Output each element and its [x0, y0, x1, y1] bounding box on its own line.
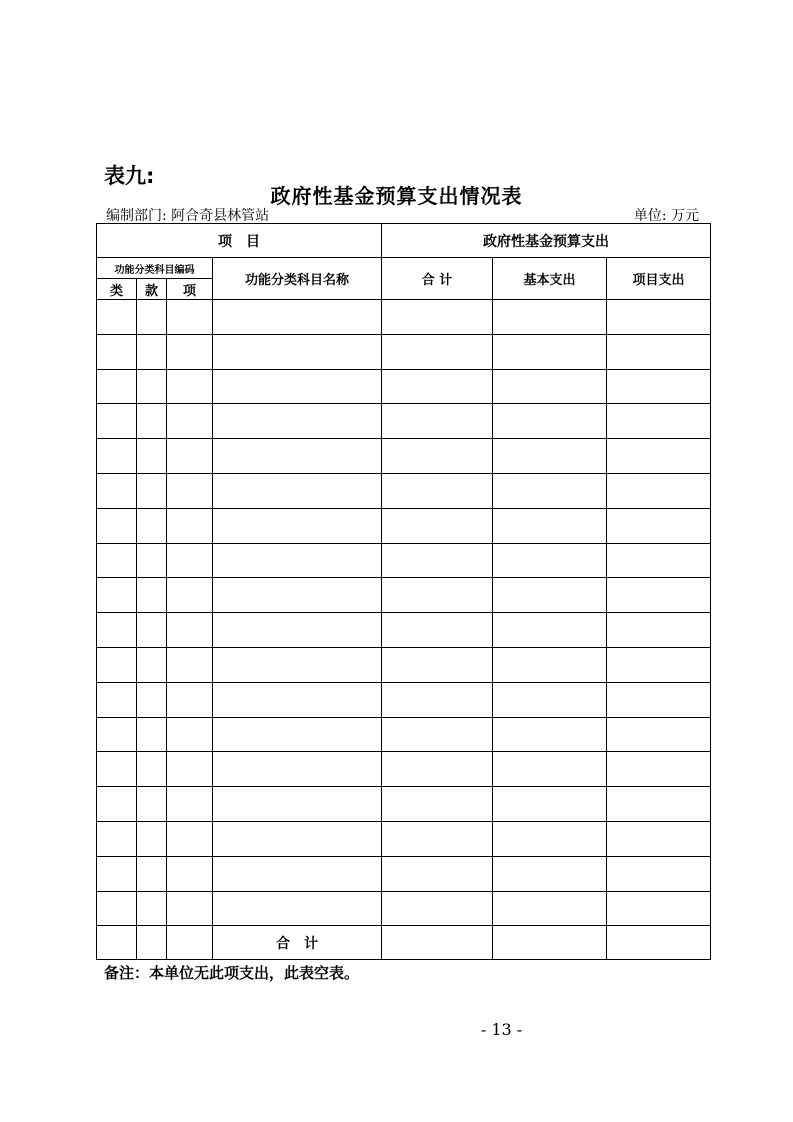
table-cell — [137, 891, 167, 926]
table-row — [97, 439, 711, 474]
table-cell — [137, 647, 167, 682]
page-number: - 13 - — [480, 1020, 523, 1039]
table-row — [97, 613, 711, 648]
table-cell — [607, 717, 711, 752]
table-cell — [382, 578, 493, 613]
department-label: 编制部门: 阿合奇县林管站 — [106, 208, 270, 224]
document-title: 政府性基金预算支出情况表 — [270, 184, 523, 208]
table-cell — [382, 300, 493, 335]
table-cell — [137, 787, 167, 822]
table-cell — [213, 613, 382, 648]
table-cell — [493, 682, 607, 717]
table-cell — [167, 787, 213, 822]
table-cell — [137, 613, 167, 648]
total-label: 合 计 — [213, 926, 382, 960]
table-cell — [137, 439, 167, 474]
table-cell — [97, 300, 137, 335]
table-cell — [167, 404, 213, 439]
table-cell — [167, 647, 213, 682]
table-cell — [137, 404, 167, 439]
table-cell — [493, 439, 607, 474]
table-cell — [213, 508, 382, 543]
header-function-name: 功能分类科目名称 — [213, 258, 382, 300]
table-row — [97, 856, 711, 891]
table-cell — [382, 334, 493, 369]
table-cell — [493, 787, 607, 822]
table-cell — [493, 926, 607, 960]
table-cell — [167, 613, 213, 648]
table-cell — [607, 752, 711, 787]
table-cell — [607, 334, 711, 369]
table-row — [97, 473, 711, 508]
table-cell — [493, 543, 607, 578]
table-cell — [213, 543, 382, 578]
table-cell — [97, 508, 137, 543]
table-cell — [493, 473, 607, 508]
table-cell — [493, 891, 607, 926]
table-cell — [167, 752, 213, 787]
table-cell — [213, 682, 382, 717]
table-cell — [607, 439, 711, 474]
table-cell — [382, 508, 493, 543]
table-cell — [607, 300, 711, 335]
table-cell — [213, 404, 382, 439]
table-cell — [167, 578, 213, 613]
table-cell — [97, 891, 137, 926]
table-cell — [167, 717, 213, 752]
table-cell — [493, 821, 607, 856]
table-cell — [382, 926, 493, 960]
table-cell — [167, 508, 213, 543]
table-cell — [607, 473, 711, 508]
header-section: 款 — [137, 279, 167, 300]
table-cell — [167, 821, 213, 856]
table-cell — [607, 543, 711, 578]
table-cell — [167, 473, 213, 508]
table-cell — [213, 821, 382, 856]
table-cell — [137, 473, 167, 508]
table-cell — [607, 682, 711, 717]
table-cell — [493, 508, 607, 543]
table-cell — [137, 543, 167, 578]
table-cell — [213, 891, 382, 926]
table-cell — [493, 369, 607, 404]
table-cell — [97, 369, 137, 404]
table-cell — [493, 334, 607, 369]
table-cell — [382, 856, 493, 891]
table-cell — [493, 578, 607, 613]
table-cell — [97, 473, 137, 508]
table-row — [97, 334, 711, 369]
budget-table — [96, 223, 711, 960]
header-item: 项 目 — [97, 224, 382, 258]
table-cell — [607, 821, 711, 856]
table-cell — [167, 543, 213, 578]
table-cell — [137, 926, 167, 960]
table-cell — [213, 334, 382, 369]
table-cell — [607, 508, 711, 543]
table-cell — [97, 821, 137, 856]
table-row — [97, 369, 711, 404]
table-cell — [167, 926, 213, 960]
table-cell — [607, 404, 711, 439]
table-cell — [493, 717, 607, 752]
table-cell — [213, 300, 382, 335]
header-class: 类 — [97, 279, 137, 300]
header-item-code: 项 — [167, 279, 213, 300]
header-function-code: 功能分类科目编码 — [97, 258, 213, 279]
table-cell — [382, 752, 493, 787]
table-cell — [382, 647, 493, 682]
table-cell — [97, 404, 137, 439]
table-cell — [607, 856, 711, 891]
table-cell — [137, 856, 167, 891]
table-cell — [167, 682, 213, 717]
table-cell — [493, 647, 607, 682]
table-row — [97, 543, 711, 578]
table-cell — [493, 856, 607, 891]
header-fund-expenditure: 政府性基金预算支出 — [382, 224, 711, 258]
table-cell — [213, 647, 382, 682]
table-cell — [607, 787, 711, 822]
table-cell — [137, 717, 167, 752]
table-cell — [97, 613, 137, 648]
table-cell — [167, 369, 213, 404]
table-number-label: 表九: — [104, 164, 155, 188]
table-cell — [167, 891, 213, 926]
table-cell — [607, 613, 711, 648]
table-cell — [97, 334, 137, 369]
table-cell — [213, 717, 382, 752]
table-cell — [137, 578, 167, 613]
table-cell — [493, 752, 607, 787]
table-cell — [167, 300, 213, 335]
table-cell — [167, 334, 213, 369]
table-cell — [97, 926, 137, 960]
table-row — [97, 578, 711, 613]
header-basic-expenditure: 基本支出 — [493, 258, 607, 300]
table-cell — [97, 578, 137, 613]
table-cell — [97, 439, 137, 474]
table-cell — [382, 682, 493, 717]
header-total: 合 计 — [382, 258, 493, 300]
table-row — [97, 647, 711, 682]
table-cell — [213, 439, 382, 474]
table-row — [97, 787, 711, 822]
table-cell — [607, 578, 711, 613]
table-cell — [382, 717, 493, 752]
table-cell — [213, 473, 382, 508]
table-cell — [213, 369, 382, 404]
table-cell — [137, 682, 167, 717]
table-cell — [382, 473, 493, 508]
table-cell — [382, 369, 493, 404]
unit-label: 单位: 万元 — [633, 208, 699, 224]
table-cell — [137, 821, 167, 856]
table-cell — [97, 543, 137, 578]
table-cell — [97, 752, 137, 787]
table-row — [97, 508, 711, 543]
table-cell — [97, 717, 137, 752]
table-cell — [382, 821, 493, 856]
table-cell — [382, 787, 493, 822]
table-cell — [607, 891, 711, 926]
table-cell — [213, 578, 382, 613]
table-cell — [137, 752, 167, 787]
table-cell — [382, 543, 493, 578]
table-cell — [607, 647, 711, 682]
table-cell — [213, 787, 382, 822]
table-cell — [382, 891, 493, 926]
table-cell — [213, 752, 382, 787]
table-cell — [167, 856, 213, 891]
table-cell — [382, 613, 493, 648]
table-cell — [137, 508, 167, 543]
table-cell — [607, 369, 711, 404]
footnote: 备注：本单位无此项支出，此表空表。 — [104, 964, 360, 982]
table-cell — [137, 300, 167, 335]
table-cell — [137, 334, 167, 369]
table-cell — [493, 404, 607, 439]
table-cell — [382, 439, 493, 474]
table-cell — [137, 369, 167, 404]
table-row — [97, 717, 711, 752]
table-row — [97, 682, 711, 717]
header-project-expenditure: 项目支出 — [607, 258, 711, 300]
table-cell — [97, 856, 137, 891]
table-cell — [97, 647, 137, 682]
table-cell — [382, 404, 493, 439]
table-cell — [493, 613, 607, 648]
table-cell — [493, 300, 607, 335]
table-row — [97, 821, 711, 856]
total-row — [97, 926, 711, 960]
table-cell — [97, 787, 137, 822]
table-row — [97, 404, 711, 439]
table-row — [97, 891, 711, 926]
table-cell — [213, 856, 382, 891]
table-row — [97, 752, 711, 787]
table-cell — [167, 439, 213, 474]
table-row — [97, 300, 711, 335]
table-cell — [97, 682, 137, 717]
table-cell — [607, 926, 711, 960]
